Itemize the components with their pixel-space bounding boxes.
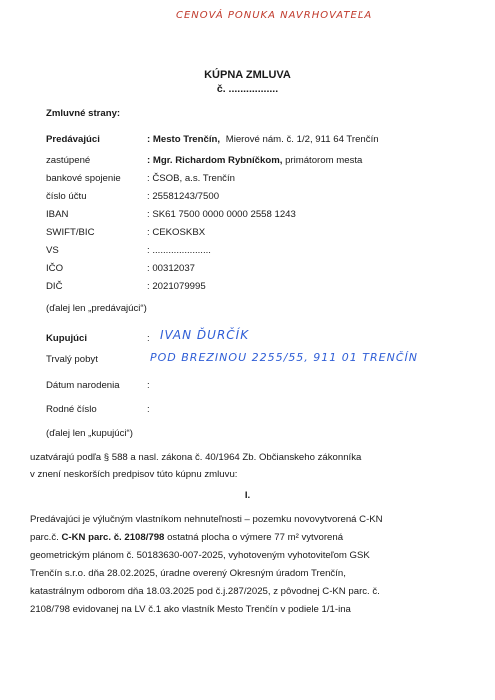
seller-row-value <box>147 191 219 202</box>
seller-row-label: VS <box>46 245 59 256</box>
seller-row-value-text: : 00312037 <box>147 263 196 274</box>
seller-row-label: číslo účtu <box>46 191 87 202</box>
section-line-2-pre: parc.č. <box>30 532 62 543</box>
seller-alias: (ďalej len „predávajúci“) <box>46 303 147 314</box>
seller-row-value-text: : SK61 7500 0000 0000 2558 1243 <box>147 209 296 220</box>
section-line-2 <box>30 532 343 543</box>
seller-row-value <box>147 281 206 292</box>
seller-row-label: zastúpené <box>46 155 91 166</box>
seller-row-label: IBAN <box>46 209 69 220</box>
seller-row-value <box>147 173 235 184</box>
document-title: KÚPNA ZMLUVA <box>204 69 291 81</box>
seller-row-label: SWIFT/BIC <box>46 227 95 238</box>
id-number-colon: : <box>147 404 150 415</box>
buyer-label: Kupujúci <box>46 333 88 344</box>
seller-row-label: DIČ <box>46 281 63 292</box>
seller-name-line <box>147 134 379 145</box>
seller-address: Mierové nám. č. 1/2, 911 64 Trenčín <box>225 134 379 145</box>
parties-heading: Zmluvné strany: <box>46 108 121 119</box>
section-line-2-post: ostatná plocha o výmere 77 m² vytvorená <box>164 532 344 543</box>
handwritten-header-note: CENOVÁ PONUKA NAVRHOVATEĽA <box>176 10 373 21</box>
seller-row-label: IČO <box>46 263 64 274</box>
seller-row-value-text: : 25581243/7500 <box>147 191 220 202</box>
buyer-address-label: Trvalý pobyt <box>46 354 98 365</box>
seller-label: Predávajúci <box>46 134 100 145</box>
parcel-reference: C-KN parc. č. 2108/798 <box>61 532 165 543</box>
seller-row-value <box>147 155 362 166</box>
buyer-address-handwritten: POD BREZINOU 2255/55, 911 01 TRENČÍN <box>150 351 418 364</box>
seller-row-value <box>147 209 296 220</box>
seller-row-value <box>147 227 205 238</box>
seller-row-label: bankové spojenie <box>46 173 121 184</box>
seller-row-value-text: : ...................... <box>147 245 211 256</box>
birth-date-label: Dátum narodenia <box>46 380 120 391</box>
section-line-3: geometrickým plánom č. 50183630-007-2025, vyhotoveným vyhotoviteľom GSK <box>30 550 370 561</box>
birth-date-colon: : <box>147 380 150 391</box>
seller-row-value <box>147 263 195 274</box>
buyer-name-colon: : <box>147 333 150 344</box>
seller-row-value <box>147 245 211 256</box>
section-line-6: 2108/798 evidovanej na LV č.1 ako vlastník Mesto Trenčín v podiele 1/1-ina <box>30 604 351 615</box>
seller-row-value-bold: : Mgr. Richardom Rybníčkom, <box>147 155 283 166</box>
buyer-name-handwritten: IVAN ĎURČÍK <box>160 328 250 342</box>
contract-number: č. ................. <box>216 83 279 95</box>
id-number-label: Rodné číslo <box>46 404 97 415</box>
seller-row-value-text: : CEKOSKBX <box>147 227 206 238</box>
section-number: I. <box>244 490 251 501</box>
seller-row-value-text: primátorom mesta <box>282 155 363 166</box>
seller-row-value-text: : ČSOB, a.s. Trenčín <box>147 173 235 184</box>
intro-line-2: v znení neskorších predpisov túto kúpnu zmluvu: <box>30 469 238 480</box>
section-line-5: katastrálnym odborom dňa 18.03.2025 pod č.j.287/2025, z pôvodnej C-KN parc. č. <box>30 586 380 597</box>
section-line-1: Predávajúci je výlučným vlastníkom nehnuteľnosti – pozemku novovytvorená C-KN <box>30 514 383 525</box>
seller-row-value-text: : 2021079995 <box>147 281 206 292</box>
buyer-alias: (ďalej len „kupujúci“) <box>46 428 133 439</box>
intro-line-1: uzatvárajú podľa § 588 a nasl. zákona č. 40/1964 Zb. Občianskeho zákonníka <box>30 452 362 463</box>
seller-name: : Mesto Trenčín, <box>147 134 221 145</box>
section-line-4: Trenčín s.r.o. dňa 28.02.2025, úradne overený Okresným úradom Trenčín, <box>30 568 346 579</box>
